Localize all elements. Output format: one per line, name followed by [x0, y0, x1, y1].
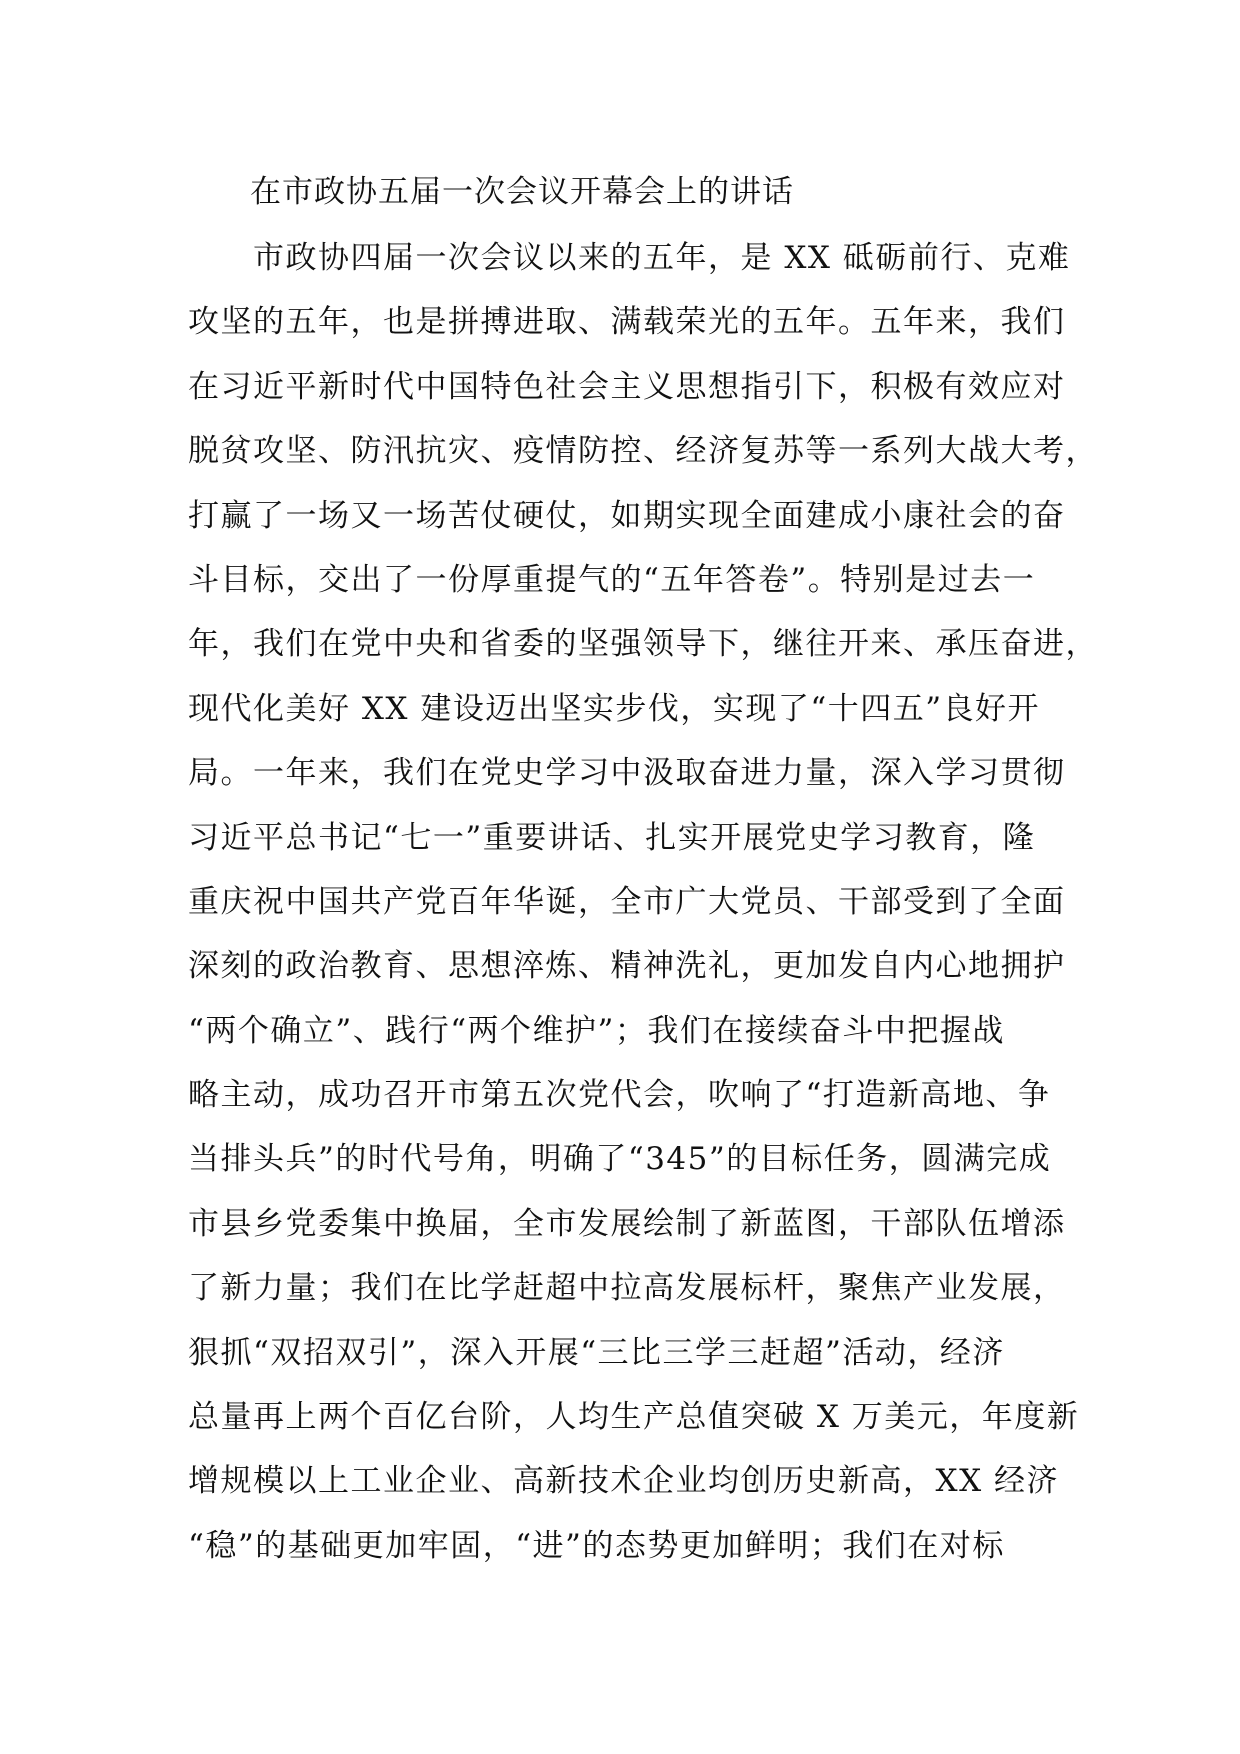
text-line: 脱贫攻坚、防汛抗灾、疫情防控、经济复苏等一系列大战大考，: [188, 433, 1098, 470]
text-line: 略主动，成功召开市第五次党代会，吹响了“打造新高地、争: [188, 1077, 1051, 1114]
text-line: “稳”的基础更加牢固，“进”的态势更加鲜明；我们在对标: [188, 1527, 1005, 1564]
text-line: 习近平总书记“七一”重要讲话、扎实开展党史学习教育，隆: [188, 819, 1036, 856]
text-line: 市政协四届一次会议以来的五年，是 XX 砥砺前行、克难: [188, 240, 1071, 276]
text-line: 攻坚的五年，也是拼搏进取、满载荣光的五年。五年来，我们: [188, 304, 1066, 341]
text-line: “两个确立”、践行“两个维护”；我们在接续奋斗中把握战: [188, 1012, 1005, 1049]
text-line: 重庆祝中国共产党百年华诞，全市广大党员、干部受到了全面: [188, 883, 1066, 920]
text-line: 了新力量；我们在比学赶超中拉高发展标杆，聚焦产业发展，: [188, 1270, 1066, 1307]
text-line: 在习近平新时代中国特色社会主义思想指引下，积极有效应对: [188, 368, 1066, 405]
text-line: 增规模以上工业企业、高新技术企业均创历史新高，XX 经济: [188, 1463, 1059, 1500]
document-body: [188, 236, 1098, 1588]
text-line: 局。一年来，我们在党史学习中汲取奋进力量，深入学习贯彻: [188, 755, 1066, 792]
text-line: 打赢了一场又一场苦仗硬仗，如期实现全面建成小康社会的奋: [188, 497, 1066, 534]
text-line: 市县乡党委集中换届，全市发展绘制了新蓝图，干部队伍增添: [188, 1205, 1066, 1242]
text-line: 狠抓“双招双引”，深入开展“三比三学三赶超”活动，经济: [188, 1334, 1005, 1371]
text-line: 现代化美好 XX 建设迈出坚实步伐，实现了“十四五”良好开: [188, 690, 1041, 727]
text-line: 总量再上两个百亿台阶，人均生产总值突破 X 万美元，年度新: [188, 1399, 1080, 1436]
text-line: 斗目标，交出了一份厚重提气的“五年答卷”。特别是过去一: [188, 561, 1036, 598]
text-line: 年，我们在党中央和省委的坚强领导下，继往开来、承压奋进，: [188, 626, 1098, 663]
text-line: 当排头兵”的时代号角，明确了“345”的目标任务，圆满完成: [188, 1141, 1052, 1178]
text-line: 深刻的政治教育、思想淬炼、精神洗礼，更加发自内心地拥护: [188, 948, 1066, 985]
document-title: 在市政协五届一次会议开幕会上的讲话: [250, 174, 794, 210]
